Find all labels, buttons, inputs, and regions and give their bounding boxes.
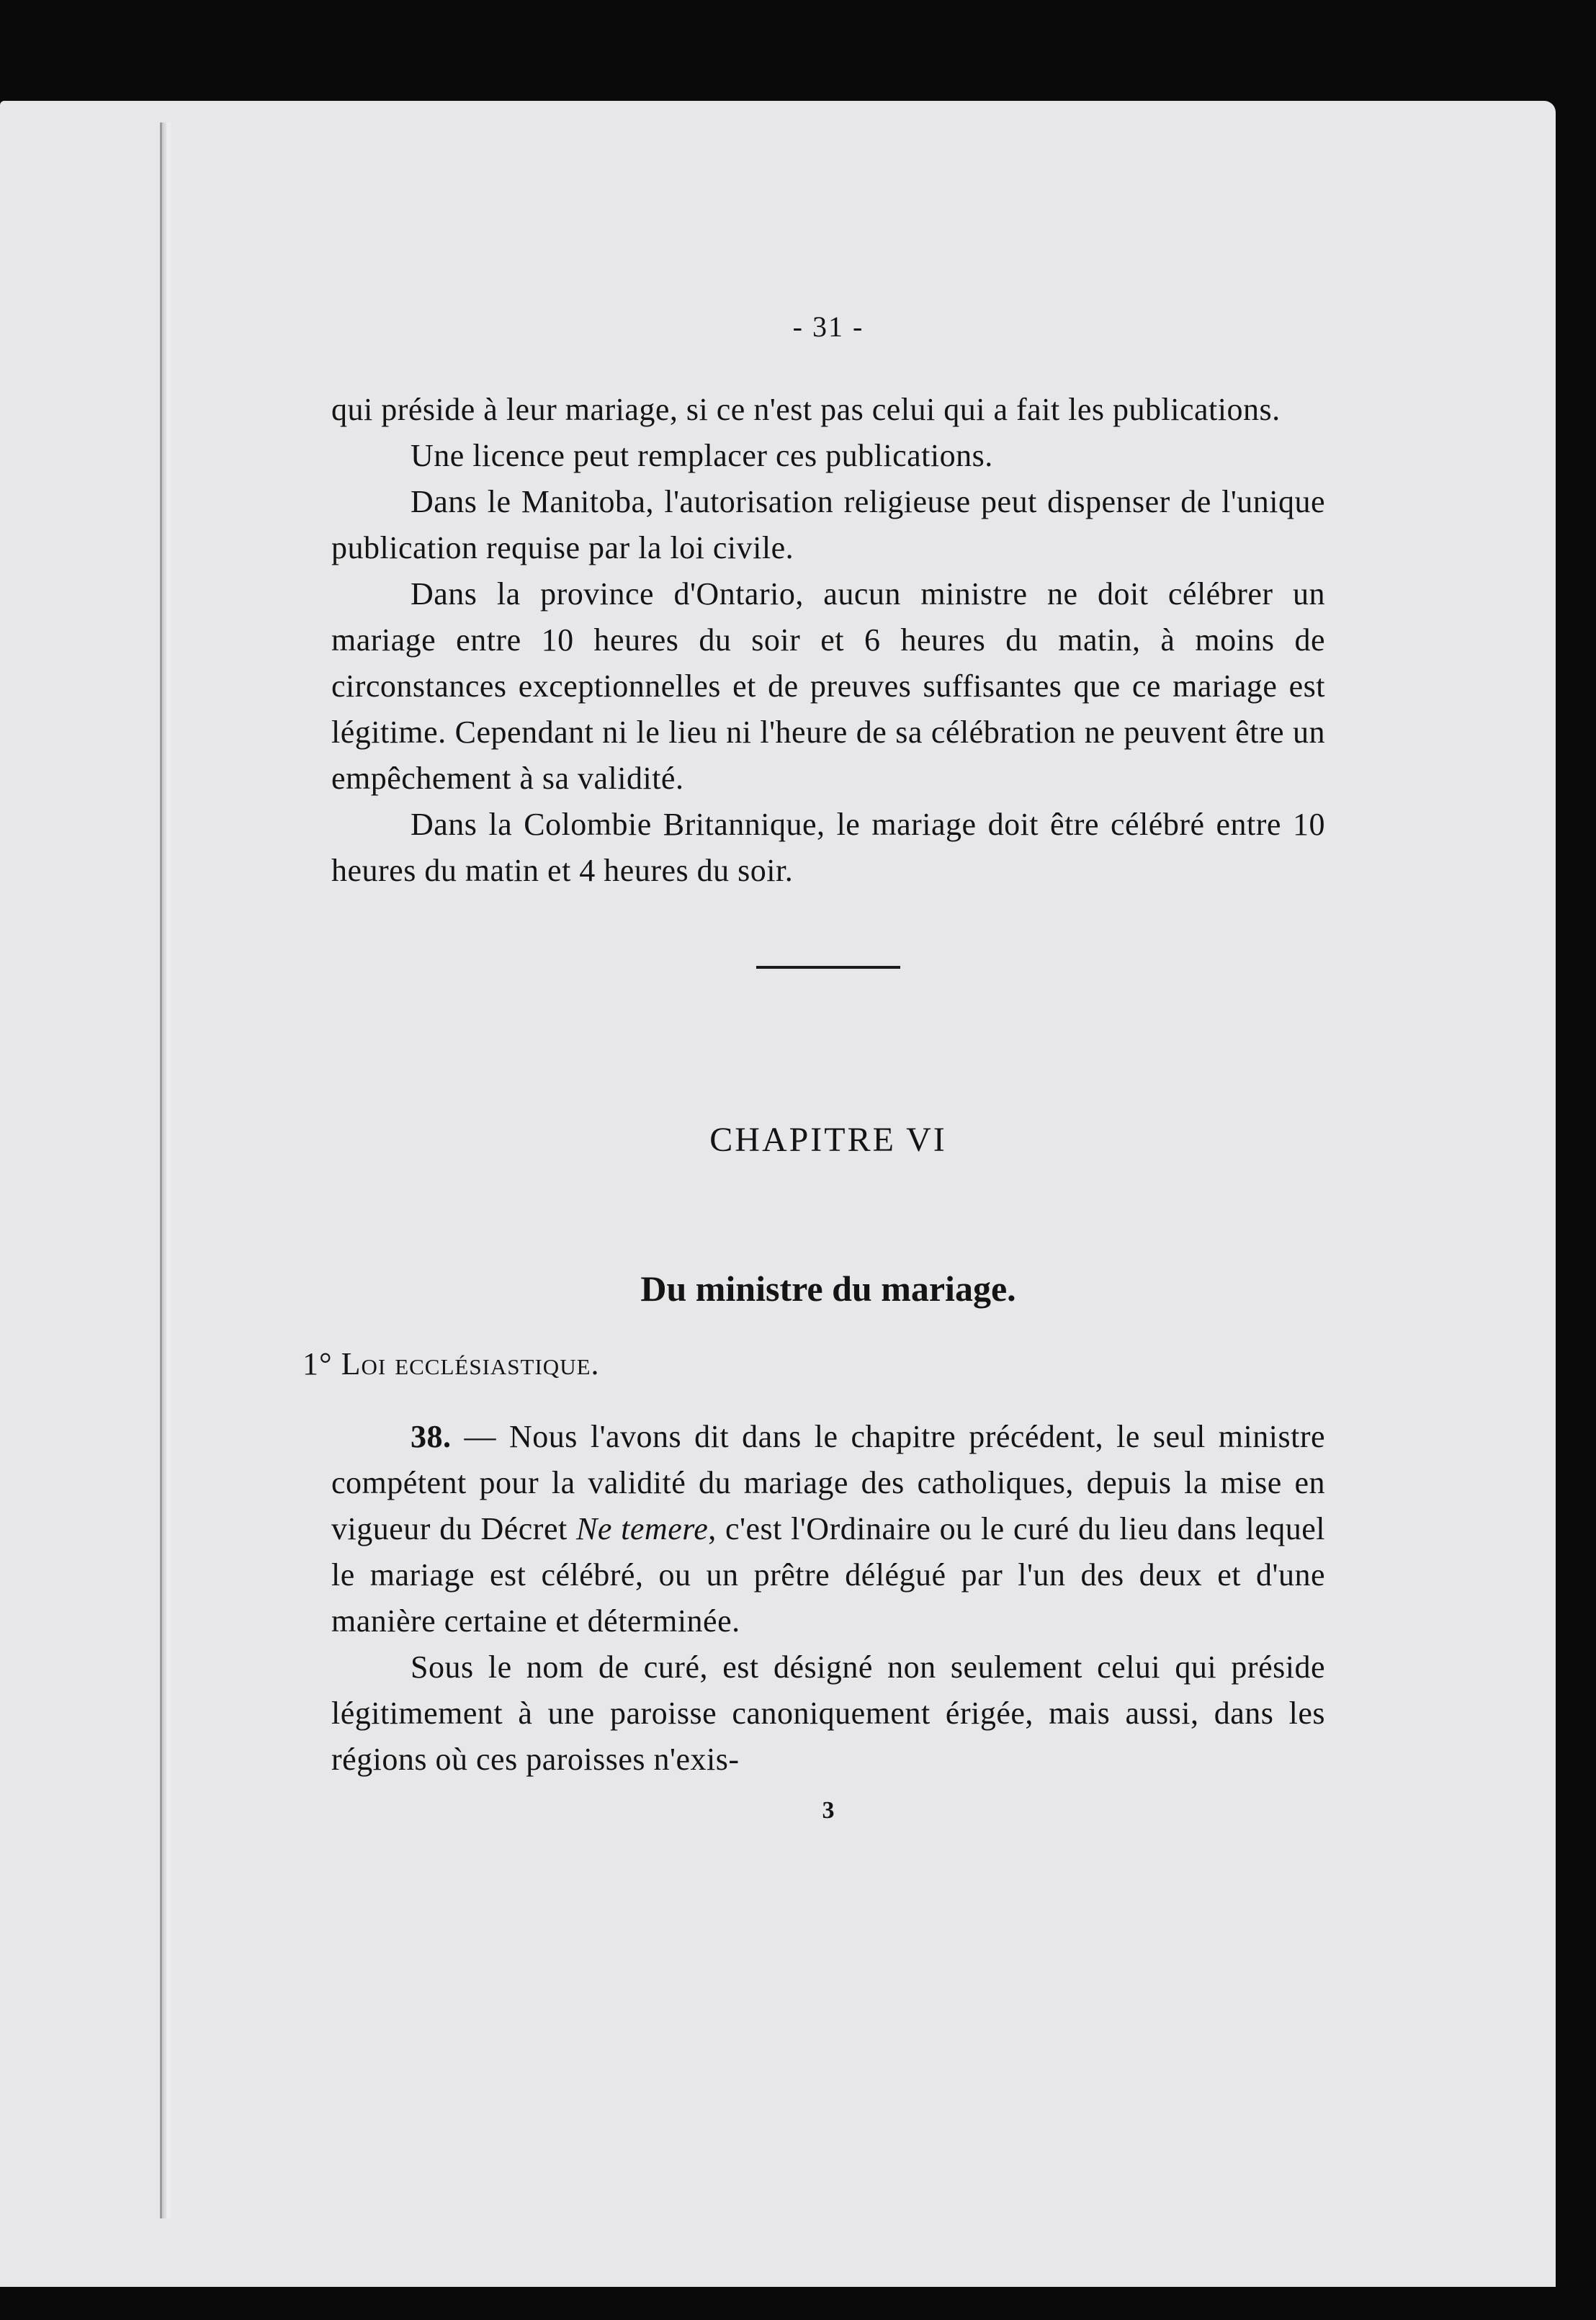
article-text-start: — Nous l'avons dit dans le chapitre précédent, le seul ministre compétent pour la validité du mariage des catholiques, depuis la mise en vigueur du Décret bbox=[331, 1419, 1325, 1546]
chapter-title: Du ministre du mariage. bbox=[640, 1268, 1016, 1309]
article-number: 38. bbox=[411, 1419, 452, 1454]
page-number: - 31 - bbox=[792, 310, 864, 343]
paragraph-ontario: Dans la province d'Ontario, aucun ministre ne doit célébrer un mariage entre 10 heures du soir et 6 heures du matin, à moins de circonstances exceptionnelles et de preuves suffisantes que ce mariage est légitime. Cependant ni le lieu ni l'heure de sa célébration ne peuvent être un empêchement à sa validité. bbox=[331, 576, 1325, 796]
section-label: Loi ecclésiastique. bbox=[341, 1346, 600, 1381]
article-paragraph bbox=[331, 1414, 1325, 1644]
signature-mark: 3 bbox=[822, 1797, 835, 1824]
section-subheading bbox=[302, 1345, 1325, 1382]
article-text-end: , c'est l'Ordinaire ou le curé du lieu dans lequel le mariage est célébré, ou un prêtre délégué par l'un des deux et d'une manière certaine et déterminée. bbox=[331, 1511, 1325, 1639]
page-gutter bbox=[160, 122, 172, 2218]
page-content bbox=[302, 310, 1325, 1824]
paragraph-licence: Une licence peut remplacer ces publications. bbox=[411, 438, 993, 473]
paragraph-cure: Sous le nom de curé, est désigné non seulement celui qui préside légitimement à une paroisse canoniquement érigée, mais aussi, dans les régions où ces paroisses n'exis- bbox=[331, 1649, 1325, 1777]
paragraph-continuation: qui préside à leur mariage, si ce n'est pas celui qui a fait les publications. bbox=[331, 392, 1281, 427]
chapter-heading: CHAPITRE VI bbox=[709, 1121, 947, 1159]
paragraph-colombie: Dans la Colombie Britannique, le mariage doit être célébré entre 10 heures du matin et 4 heures du soir. bbox=[331, 807, 1325, 888]
paragraph-manitoba: Dans le Manitoba, l'autorisation religieuse peut dispenser de l'unique publication requise par la loi civile. bbox=[331, 484, 1325, 565]
decree-name: Ne temere bbox=[576, 1511, 709, 1546]
section-prefix: 1° bbox=[302, 1346, 341, 1381]
section-divider bbox=[756, 966, 900, 969]
